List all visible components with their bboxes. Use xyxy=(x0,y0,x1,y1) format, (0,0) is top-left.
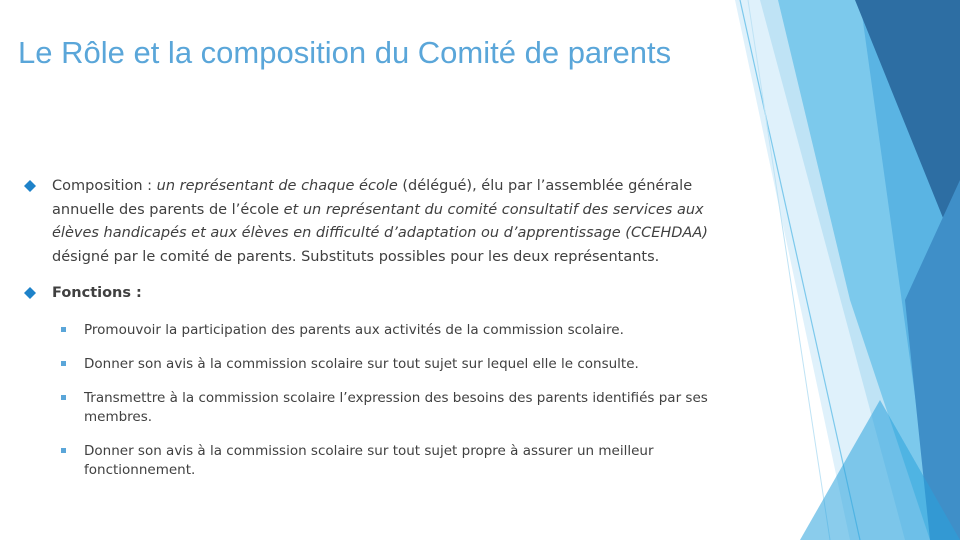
slide-content xyxy=(22,175,722,480)
fonction-item-text: Donner son avis à la commission scolaire sur tout sujet propre à assurer un meilleur fonctionnement. xyxy=(84,442,654,478)
fonction-item xyxy=(22,442,744,480)
composition-label: Composition : xyxy=(52,178,157,194)
fonction-item-text: Promouvoir la participation des parents aux activités de la commission scolaire. xyxy=(84,321,624,338)
composition-text-2: (délégué), élu par l’assemblée générale annuelle des parents de l’école xyxy=(52,178,693,218)
fonctions-label: Fonctions : xyxy=(52,285,142,301)
square-bullet-icon xyxy=(61,395,66,400)
square-bullet-icon xyxy=(61,327,66,332)
diamond-bullet-icon xyxy=(24,180,36,192)
composition-bullet xyxy=(22,175,722,269)
fonction-item xyxy=(22,355,744,374)
slide-title: Le Rôle et la composition du Comité de parents xyxy=(18,35,672,70)
square-bullet-icon xyxy=(61,361,66,366)
fonctions-bullet xyxy=(22,282,722,306)
composition-text-1: un représentant de chaque école xyxy=(156,178,398,194)
fonction-item-text: Donner son avis à la commission scolaire sur tout sujet sur lequel elle le consulte. xyxy=(84,355,639,372)
composition-text-3: et un représentant du comité consultatif des services aux élèves handicapés et aux élèves en difficulté d’adaptation ou d’apprentissage (CCEHDAA) xyxy=(52,201,708,241)
fonction-item-text: Transmettre à la commission scolaire l’expression des besoins des parents identifiés par ses membres. xyxy=(84,389,708,425)
square-bullet-icon xyxy=(61,448,66,453)
fonction-item xyxy=(22,389,744,427)
diamond-bullet-icon xyxy=(24,287,36,299)
fonction-item xyxy=(22,321,744,340)
composition-text-4: désigné par le comité de parents. Substituts possibles pour les deux représentants. xyxy=(52,248,660,265)
